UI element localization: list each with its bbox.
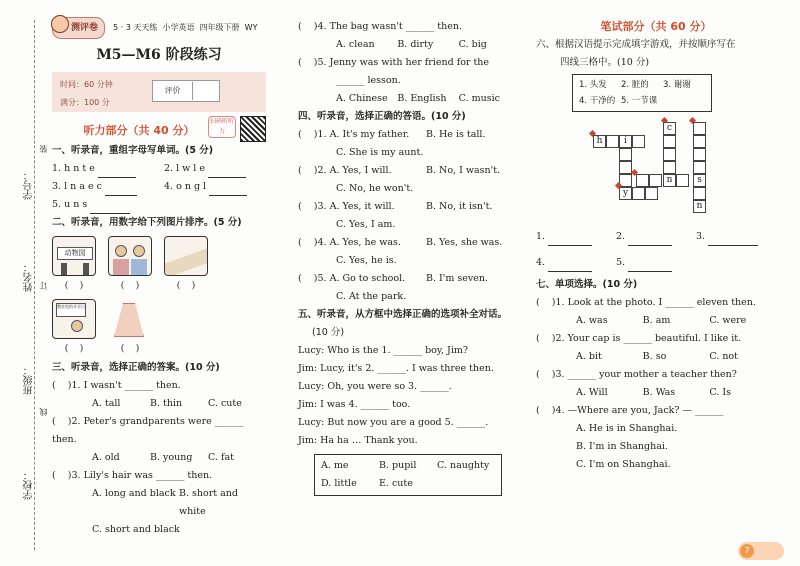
listening-section-title: 听力部分（共 40 分） bbox=[83, 124, 195, 137]
binding-margin bbox=[0, 0, 48, 566]
answer-blank[interactable] bbox=[628, 235, 672, 246]
answer-blank[interactable] bbox=[548, 261, 592, 272]
s3-question-2: ( )2. Peter's grandparents were ______ then. bbox=[52, 416, 244, 445]
s3-q4-options: A. clean B. dirty C. big bbox=[336, 39, 487, 50]
option-c: C. naughty bbox=[437, 460, 490, 471]
crossword-cell[interactable]: n bbox=[693, 200, 706, 213]
dialogue-line-5: Lucy: But now you are a good 5. ______. bbox=[298, 417, 489, 428]
s4-q1: ( )1. A. It's my father. B. He is tall. bbox=[298, 129, 486, 140]
page-number-text: 7 bbox=[740, 544, 754, 558]
class-label: 班级： bbox=[24, 365, 35, 395]
crossword-cell[interactable] bbox=[693, 135, 706, 148]
crossword-cell[interactable]: c bbox=[663, 122, 676, 135]
s1-item-4: 4. o n g l bbox=[164, 181, 207, 192]
qr-code[interactable] bbox=[240, 116, 266, 142]
qr-note: 扫码听听力 bbox=[208, 116, 236, 138]
section7-title: 七、单项选择。(10 分) bbox=[536, 279, 638, 290]
dialogue-line-3: Lucy: Oh, you were so 3. ______. bbox=[298, 381, 452, 392]
s4-q5: ( )5. A. Go to school. B. I'm seven. bbox=[298, 273, 489, 284]
test-badge: 测评卷 bbox=[52, 17, 105, 39]
section2-title: 二、听录音，用数字给下列图片排序。(5 分) bbox=[52, 217, 242, 228]
s7-q4-b: B. I'm in Shanghai. bbox=[576, 441, 668, 452]
s3-q5-options: A. Chinese B. English C. music bbox=[336, 93, 500, 104]
answer-lines-1: 1. 2. 3. bbox=[536, 228, 776, 246]
page-number bbox=[738, 542, 784, 560]
mascot-icon bbox=[51, 15, 69, 33]
s7-question-2: ( )2. Your cap is ______ beautiful. I like it. bbox=[536, 333, 742, 344]
crossword-cell[interactable] bbox=[663, 148, 676, 161]
s4-q2: ( )2. A. Yes, I will. B. No, I wasn't. bbox=[298, 165, 501, 176]
s7-q4-c: C. I'm on Shanghai. bbox=[576, 459, 671, 470]
road-picture bbox=[164, 236, 208, 276]
s1-item-3: 3. l n a e c bbox=[52, 181, 102, 192]
answer-blank[interactable] bbox=[708, 235, 758, 246]
crossword-cell[interactable] bbox=[663, 135, 676, 148]
crossword-cell[interactable] bbox=[645, 187, 658, 200]
answer-blank[interactable] bbox=[548, 235, 592, 246]
crossword-cell[interactable] bbox=[693, 161, 706, 174]
answer-blank[interactable] bbox=[628, 261, 672, 272]
crossword-cell[interactable]: i bbox=[619, 135, 632, 148]
s3-q3-options: A. long and black B. short and white bbox=[92, 488, 238, 517]
option-e: E. cute bbox=[379, 478, 413, 489]
page-title: M5—M6 阶段练习 bbox=[96, 47, 222, 63]
clue-box bbox=[572, 74, 712, 112]
answer-blank[interactable] bbox=[209, 185, 247, 196]
crossword-cell[interactable] bbox=[632, 187, 645, 200]
edition-label: WY bbox=[244, 23, 258, 32]
seal-char-2: 订 bbox=[39, 282, 48, 290]
s7-q4-a: A. He is in Shanghai. bbox=[576, 423, 678, 434]
column-left bbox=[52, 23, 266, 539]
dialogue-line-1: Lucy: Who is the 1. ______ boy, Jim? bbox=[298, 345, 468, 356]
clue-1: 1. 头发 bbox=[579, 80, 607, 90]
s7-question-4: ( )4. —Where are you, Jack? — ______ bbox=[536, 405, 724, 416]
section5-title: 五、听录音，从方框中选择正确的选项补全对话。 bbox=[298, 309, 508, 320]
info-box bbox=[52, 72, 266, 112]
option-a: A. me bbox=[321, 460, 349, 471]
crossword-cell[interactable] bbox=[649, 174, 662, 187]
answer-blank[interactable] bbox=[105, 185, 137, 196]
dialogue-line-4: Jim: I was 4. ______ too. bbox=[298, 399, 411, 410]
picture-answers-1: ( ) ( ) ( ) bbox=[64, 281, 196, 291]
seal-char-3: 线 bbox=[39, 408, 48, 416]
s3-question-3: ( )3. Lily's hair was ______ then. bbox=[52, 470, 213, 481]
s7-question-3: ( )3. ______ your mother a teacher then? bbox=[536, 369, 737, 380]
s1-item-1: 1. h n t e bbox=[52, 163, 95, 174]
name-label: 姓名： bbox=[24, 262, 35, 292]
s7-q3-options: A. Will B. Was C. Is bbox=[576, 387, 731, 398]
crossword-cell[interactable]: n bbox=[663, 174, 676, 187]
evaluation-label: 评价 bbox=[153, 82, 193, 100]
crossword-cell[interactable] bbox=[676, 174, 689, 187]
s4-q4: ( )4. A. Yes, he was. B. Yes, she was. bbox=[298, 237, 503, 248]
time-info: 时间：60 分钟 bbox=[60, 80, 113, 89]
s4-q2-c: C. No, he won't. bbox=[336, 183, 414, 194]
section3-title: 三、听录音，选择正确的答案。(10 分) bbox=[52, 362, 220, 373]
written-section-title: 笔试部分（共 60 分） bbox=[600, 20, 712, 33]
s3-q5-cont: ______ lesson. bbox=[336, 75, 401, 86]
s4-q3-c: C. Yes, I am. bbox=[336, 219, 396, 230]
zoo-picture bbox=[52, 236, 96, 276]
crossword-cell[interactable] bbox=[663, 161, 676, 174]
section4-title: 四、听录音，选择正确的答语。(10 分) bbox=[298, 111, 466, 122]
header-strip bbox=[52, 18, 266, 38]
s4-q1-c: C. She is my aunt. bbox=[336, 147, 424, 158]
s3-question-1: ( )1. I wasn't ______ then. bbox=[52, 380, 181, 391]
dialogue-line-2: Jim: Lucy, it's 2. ______. I was three then. bbox=[298, 363, 494, 374]
s3-question-4: ( )4. The bag wasn't ______ then. bbox=[298, 21, 462, 32]
seal-char-1: 装 bbox=[39, 145, 48, 153]
crossword-cell[interactable]: h bbox=[593, 135, 606, 148]
score-info: 满分：100 分 bbox=[60, 98, 110, 107]
answer-blank[interactable] bbox=[90, 203, 130, 214]
column-right bbox=[536, 20, 776, 474]
crossword-cell[interactable] bbox=[693, 122, 706, 135]
s3-q2-options: A. old B. young C. fat bbox=[92, 452, 234, 463]
answer-blank[interactable] bbox=[208, 167, 246, 178]
crossword-cell[interactable] bbox=[606, 135, 619, 148]
s7-q2-options: A. bit B. so C. not bbox=[576, 351, 738, 362]
s3-q1-options: A. tall B. thin C. cute bbox=[92, 398, 242, 409]
crossword-cell[interactable] bbox=[632, 135, 645, 148]
clue-3: 3. 谢谢 bbox=[663, 80, 691, 90]
zoo-sign: 动物园 bbox=[57, 247, 93, 260]
s4-q4-c: C. Yes, he is. bbox=[336, 255, 397, 266]
section6-title-cont: 四线三格中。(10 分) bbox=[560, 57, 650, 68]
series-label: 5 · 3 天天练 bbox=[113, 23, 158, 32]
option-b: B. pupil bbox=[379, 460, 417, 471]
s3-question-5: ( )5. Jenny was with her friend for the bbox=[298, 57, 490, 68]
evaluation-box bbox=[152, 80, 220, 102]
board-text: 教室里的开学日 bbox=[56, 303, 86, 317]
option-d: D. little bbox=[321, 478, 357, 489]
answer-blank[interactable] bbox=[98, 167, 136, 178]
crossword-cell[interactable] bbox=[619, 148, 632, 161]
s1-item-2: 2. l w l e bbox=[164, 163, 205, 174]
crossword-cell[interactable] bbox=[693, 148, 706, 161]
dress-picture bbox=[108, 299, 152, 339]
crossword-grid bbox=[536, 112, 776, 224]
school-label: 学校： bbox=[24, 470, 35, 500]
s3-q3-option-c: C. short and black bbox=[92, 524, 180, 535]
option-box bbox=[314, 454, 502, 496]
s4-q3: ( )3. A. Yes, it will. B. No, it isn't. bbox=[298, 201, 493, 212]
crossword-cell[interactable]: s bbox=[693, 174, 706, 187]
picture-row-2 bbox=[52, 299, 266, 339]
clue-4: 4. 干净的 bbox=[579, 96, 616, 106]
dialogue-line-6: Jim: Ha ha … Thank you. bbox=[298, 435, 418, 446]
crossword-cell[interactable]: y bbox=[619, 187, 632, 200]
picture-row-1 bbox=[52, 236, 266, 276]
picture-answers-2: ( ) ( ) bbox=[64, 344, 140, 354]
section5-score: (10 分) bbox=[312, 327, 345, 338]
crossword-cell[interactable] bbox=[636, 174, 649, 187]
answer-lines-2: 4. 5. bbox=[536, 254, 776, 272]
section6-title: 六、根据汉语提示完成填字游戏，并按顺序写在 bbox=[536, 39, 736, 50]
children-picture bbox=[108, 236, 152, 276]
student-id-label: 学号： bbox=[24, 170, 35, 200]
clue-2: 2. 脏的 bbox=[621, 80, 649, 90]
crossword-cell[interactable] bbox=[693, 187, 706, 200]
classroom-picture bbox=[52, 299, 96, 339]
s7-question-1: ( )1. Look at the photo. I ______ eleven then. bbox=[536, 297, 756, 308]
column-middle bbox=[298, 21, 520, 496]
s1-item-5: 5. u n s bbox=[52, 199, 88, 210]
clue-5: 5. 一节课 bbox=[621, 96, 658, 106]
s7-q1-options: A. was B. am C. were bbox=[576, 315, 747, 326]
s4-q5-c: C. At the park. bbox=[336, 291, 407, 302]
grade-label: 四年级下册 bbox=[199, 23, 240, 32]
subject-label: 小学英语 bbox=[162, 23, 195, 32]
section1-title: 一、听录音，重组字母写单词。(5 分) bbox=[52, 145, 214, 156]
